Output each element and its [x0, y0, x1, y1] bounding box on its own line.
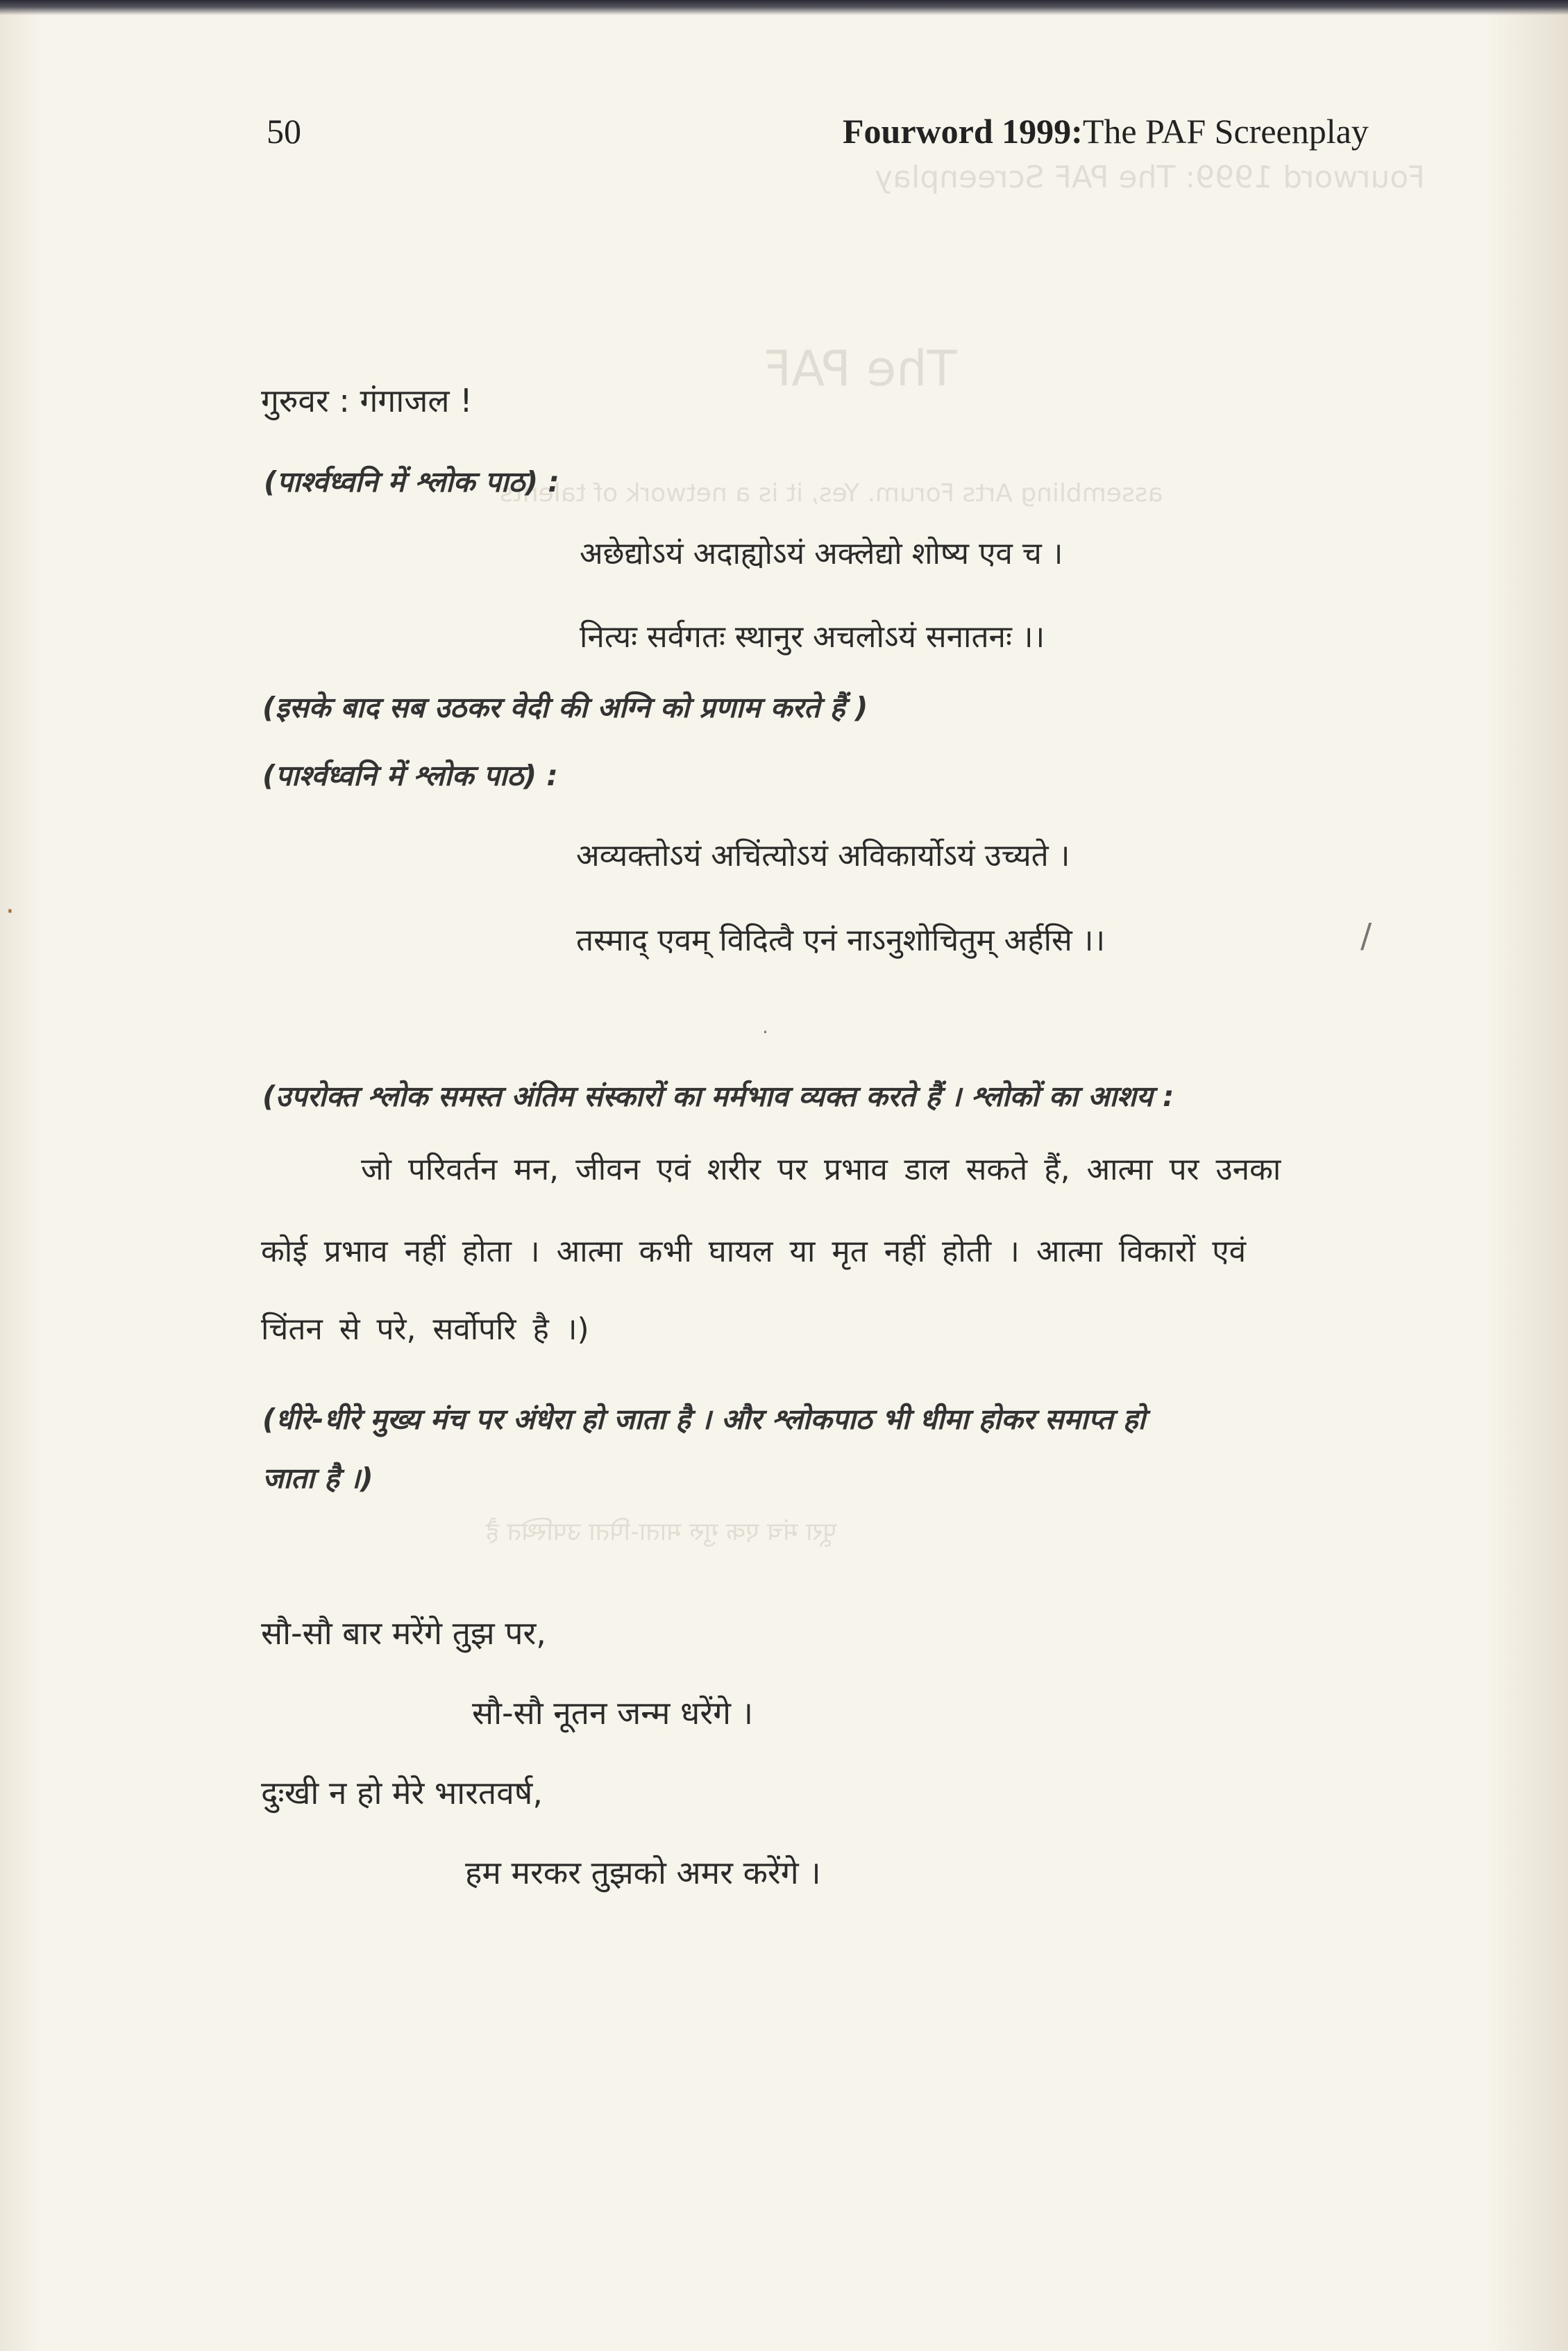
pencil-mark: / — [1360, 917, 1372, 955]
speaker-line: गुरुवर : गंगाजल ! — [261, 382, 473, 419]
stray-dot: · — [762, 1021, 768, 1044]
poem-line: हम मरकर तुझको अमर करेंगे । — [465, 1854, 821, 1891]
meaning-line: जो परिवर्तन मन, जीवन एवं शरीर पर प्रभाव डाल सकते हैं, आत्मा पर उनका — [361, 1152, 1281, 1187]
poem-line: सौ-सौ नूतन जन्म धरेंगे । — [472, 1694, 754, 1732]
shloka-line: अछेद्योऽयं अदाह्योऽयं अक्लेद्यो शोष्य एव च । — [580, 536, 1063, 571]
stage-direction: जाता है ।) — [262, 1462, 373, 1495]
stage-direction: (पार्श्वध्वनि में श्लोक पाठ) : — [264, 465, 559, 499]
stage-direction: (पार्श्वध्वनि में श्लोक पाठ) : — [262, 759, 558, 792]
shloka-line: तस्माद् एवम् विदित्वै एनं नाऽनुशोचितुम् अर्हसि ।। — [576, 923, 1106, 958]
running-title-bold: Fourword 1999: — [843, 112, 1083, 151]
running-title — [843, 111, 1369, 151]
stage-direction: (धीरे-धीरे मुख्य मंच पर अंधेरा हो जाता है । और श्लोकपाठ भी धीमा होकर समाप्त हो — [262, 1403, 1146, 1436]
stage-direction: (इसके बाद सब उठकर वेदी की अग्नि को प्रणाम करते हैं ) — [262, 691, 868, 724]
shloka-line: अव्यक्तोऽयं अचिंत्योऽयं अविकार्योऽयं उच्यते । — [576, 838, 1070, 873]
bleed-through-decoration: पूरा मंच एक गुरु माता-पिता उपस्थित है — [486, 1518, 837, 1546]
shloka-line: नित्यः सर्वगतः स्थानुर अचलोऽयं सनातनः ।। — [580, 619, 1045, 655]
poem-line: सौ-सौ बार मरेंगे तुझ पर, — [261, 1614, 546, 1652]
meaning-line: कोई प्रभाव नहीं होता । आत्मा कभी घायल या मृत नहीं होती । आत्मा विकारों एवं — [261, 1234, 1247, 1269]
scan-edge-shadow — [0, 0, 1568, 15]
meaning-intro: (उपरोक्त श्लोक समस्त अंतिम संस्कारों का मर्मभाव व्यक्त करते हैं । श्लोकों का आशय : — [262, 1080, 1174, 1113]
page-number: 50 — [267, 112, 301, 151]
meaning-line: चिंतन से परे, सर्वोपरि है ।) — [261, 1312, 589, 1347]
running-title-rest: The PAF Screenplay — [1082, 112, 1369, 151]
bleed-through-decoration: The PAF — [764, 340, 957, 397]
bleed-through-decoration: Fourword 1999: The PAF Screenplay — [875, 160, 1425, 195]
poem-line: दुःखी न हो मेरे भारतवर्ष, — [261, 1774, 543, 1812]
stray-dot: · — [6, 896, 15, 928]
bleed-through-decoration: assembling Arts Forum. Yes, it is a network of talents — [500, 479, 1163, 508]
